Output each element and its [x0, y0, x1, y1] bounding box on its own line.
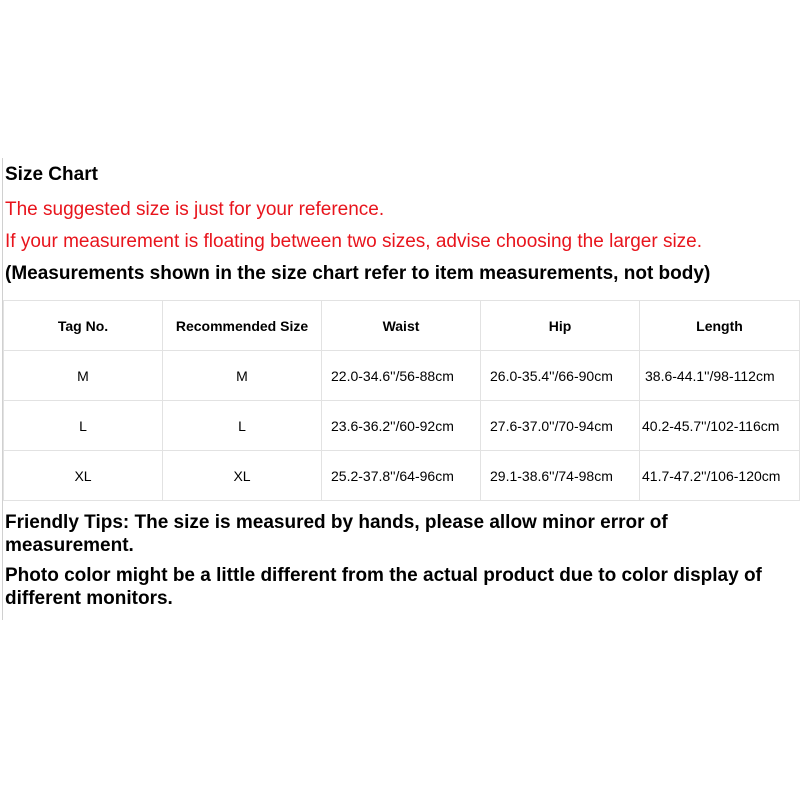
header-recommended-size: Recommended Size: [163, 301, 322, 351]
header-tag-no: Tag No.: [4, 301, 163, 351]
cell-hip: 29.1-38.6''/74-98cm: [481, 451, 640, 501]
cell-recommended-size: L: [163, 401, 322, 451]
cell-length: 40.2-45.7''/102-116cm: [640, 401, 800, 451]
header-length: Length: [640, 301, 800, 351]
cell-tag-no: M: [4, 351, 163, 401]
table-row: [4, 451, 800, 501]
friendly-tips: Friendly Tips: The size is measured by hands, please allow minor error of measurement.: [5, 512, 668, 556]
table-header-row: [4, 301, 800, 351]
cell-waist: 23.6-36.2''/60-92cm: [322, 401, 481, 451]
header-hip: Hip: [481, 301, 640, 351]
reference-note: The suggested size is just for your reference.: [5, 199, 385, 220]
cell-hip: 26.0-35.4''/66-90cm: [481, 351, 640, 401]
cell-waist: 22.0-34.6''/56-88cm: [322, 351, 481, 401]
measurement-note: (Measurements shown in the size chart refer to item measurements, not body): [5, 263, 711, 284]
cell-length: 38.6-44.1''/98-112cm: [640, 351, 800, 401]
size-chart-title: Size Chart: [5, 164, 98, 185]
table-row: [4, 351, 800, 401]
size-table: [3, 300, 800, 501]
cell-hip: 27.6-37.0''/70-94cm: [481, 401, 640, 451]
cell-recommended-size: M: [163, 351, 322, 401]
photo-color-note: Photo color might be a little different from the actual product due to color display of different monitors.: [5, 565, 762, 609]
table-row: [4, 401, 800, 451]
floating-size-note: If your measurement is floating between two sizes, advise choosing the larger size.: [5, 231, 703, 252]
cell-recommended-size: XL: [163, 451, 322, 501]
cell-length: 41.7-47.2''/106-120cm: [640, 451, 800, 501]
cell-waist: 25.2-37.8''/64-96cm: [322, 451, 481, 501]
header-waist: Waist: [322, 301, 481, 351]
cell-tag-no: XL: [4, 451, 163, 501]
cell-tag-no: L: [4, 401, 163, 451]
